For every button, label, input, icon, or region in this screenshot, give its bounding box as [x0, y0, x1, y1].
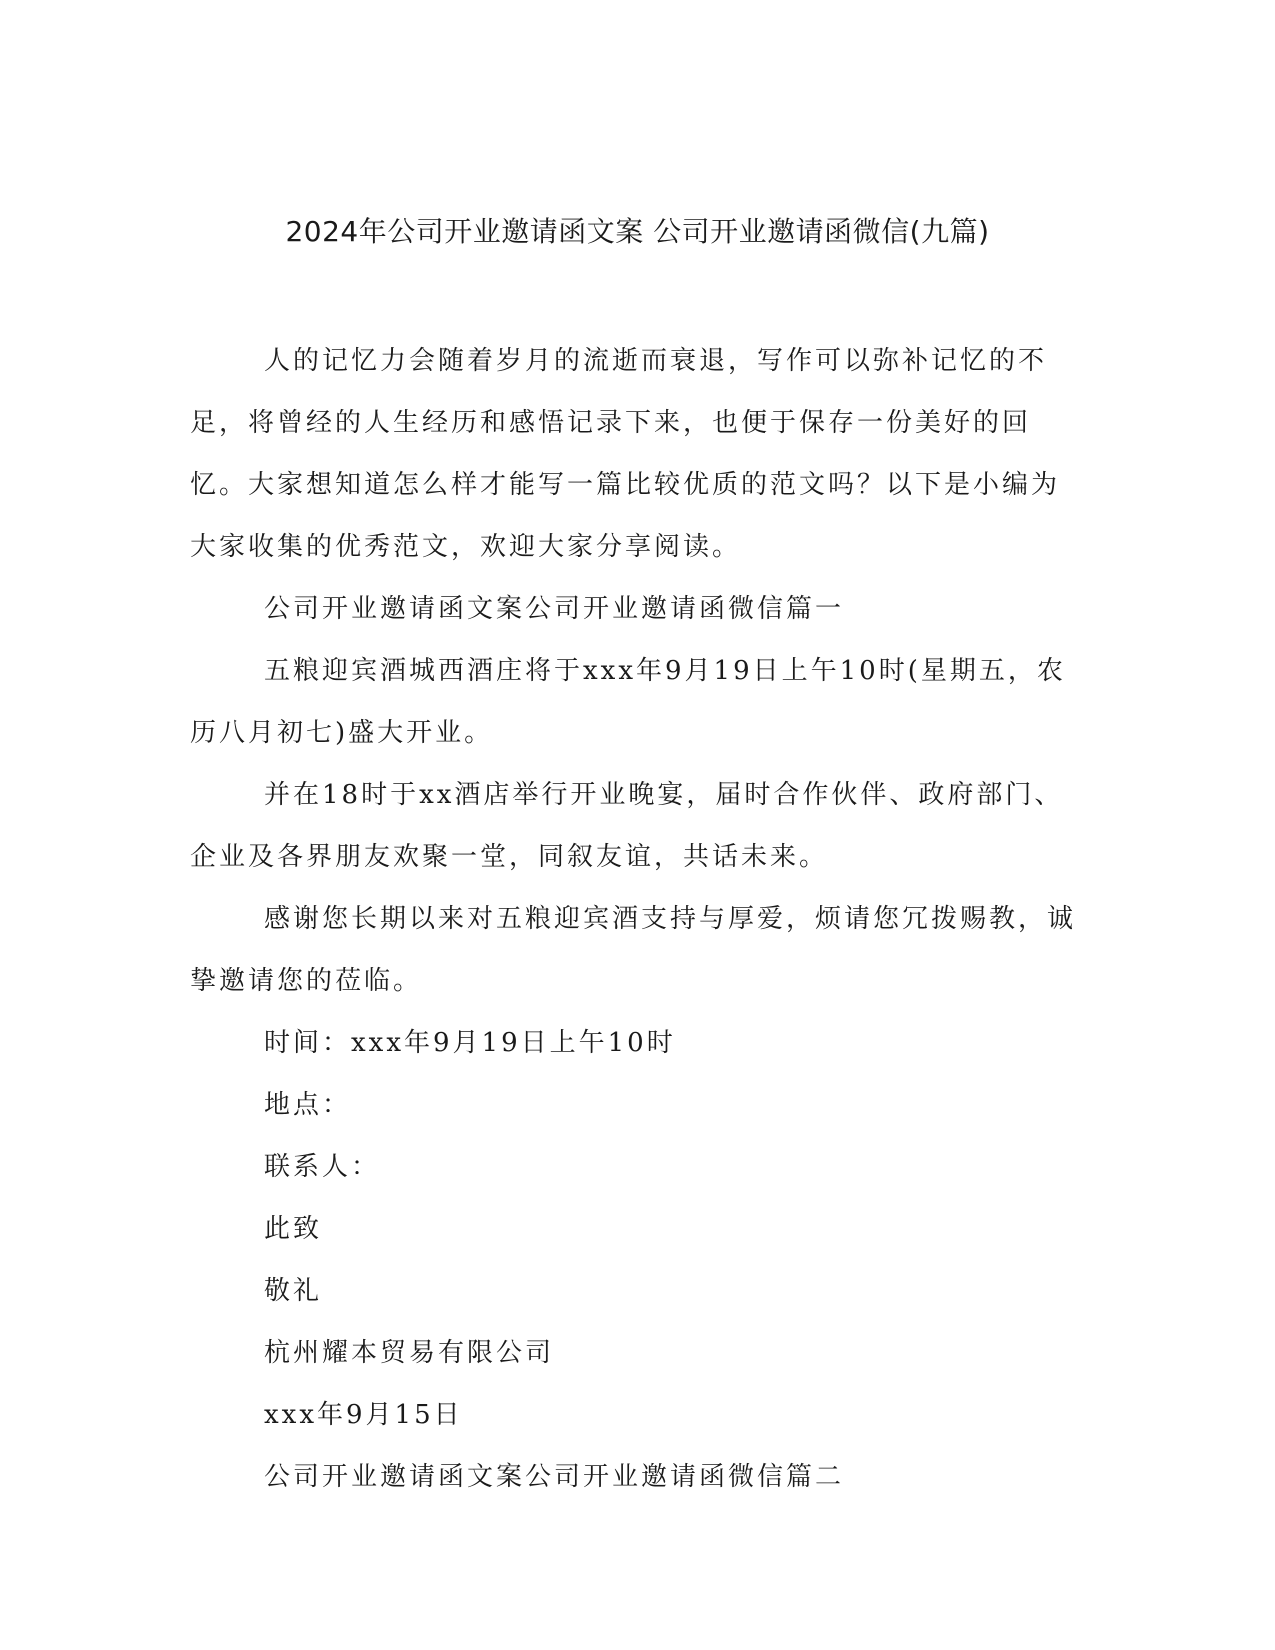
contact-line: 联系人： — [264, 1152, 381, 1182]
intro-paragraph: 人的记忆力会随着岁月的流逝而衰退，写作可以弥补记忆的不足，将曾经的人生经历和感悟记录下来，也便于保存一份美好的回忆。大家想知道怎么样才能写一篇比较优质的范文吗？以下是小编为大家收集的优秀范文，欢迎大家分享阅读。 — [190, 346, 1061, 562]
banquet-paragraph: 并在18时于xx酒店举行开业晚宴，届时合作伙伴、政府部门、企业及各界朋友欢聚一堂，同叙友谊，共话未来。 — [190, 780, 1064, 872]
location-line: 地点： — [264, 1090, 352, 1120]
time-line: 时间：xxx年9月19日上午10时 — [264, 1028, 676, 1058]
company-name: 杭州耀本贸易有限公司 — [264, 1338, 555, 1368]
thanks-paragraph: 感谢您长期以来对五粮迎宾酒支持与厚爱，烦请您冗拨赐教，诚挚邀请您的莅临。 — [190, 904, 1077, 996]
closing-line-1: 此致 — [264, 1214, 323, 1244]
signature-date: xxx年9月15日 — [264, 1400, 463, 1430]
section-heading-2: 公司开业邀请函文案公司开业邀请函微信篇二 — [264, 1462, 845, 1492]
section-heading-1: 公司开业邀请函文案公司开业邀请函微信篇一 — [264, 594, 845, 624]
document-title: 2024年公司开业邀请函文案 公司开业邀请函微信(九篇) — [285, 215, 990, 248]
closing-line-2: 敬礼 — [264, 1276, 323, 1306]
document-body — [190, 330, 1080, 1508]
opening-paragraph: 五粮迎宾酒城西酒庄将于xxx年9月19日上午10时(星期五，农历八月初七)盛大开业。 — [190, 656, 1066, 748]
